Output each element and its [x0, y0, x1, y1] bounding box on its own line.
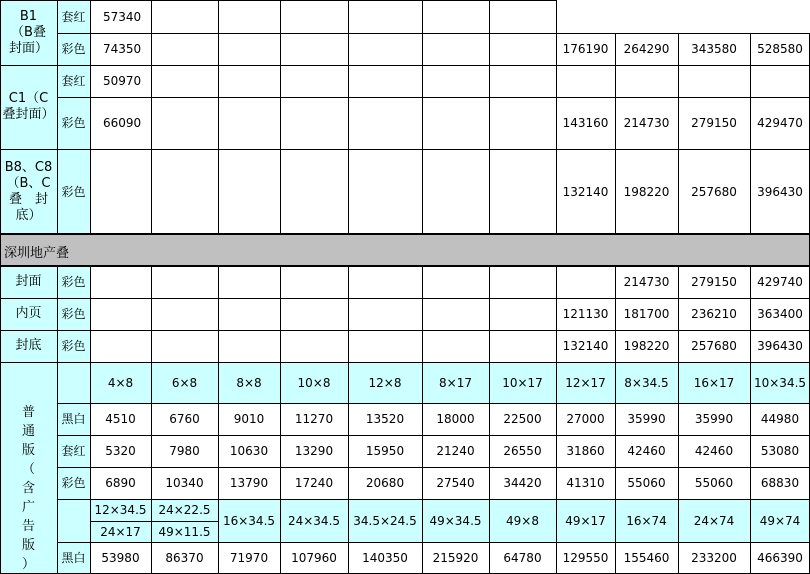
value-cell: 396430 — [757, 339, 803, 353]
type-cell: 彩色 — [61, 339, 86, 353]
value-cell: 140350 — [362, 551, 408, 565]
table-cell — [57, 330, 90, 362]
table-cell — [750, 542, 810, 574]
size-cell: 49×11.5 — [158, 524, 211, 539]
grid-line — [90, 0, 91, 233]
value-cell: 363400 — [757, 307, 803, 321]
table-cell — [0, 298, 57, 330]
value-cell: 233200 — [691, 551, 737, 565]
size-cell: 6×8 — [171, 376, 198, 390]
table-cell — [90, 403, 151, 435]
value-cell: 27540 — [436, 476, 475, 490]
grid-line — [556, 266, 557, 574]
grid-line — [90, 521, 218, 522]
table-cell — [280, 499, 348, 542]
table-cell — [57, 467, 90, 499]
table-row — [0, 467, 810, 499]
value-cell: 11270 — [294, 412, 334, 426]
label-line: （ — [21, 462, 35, 477]
grid-line — [0, 0, 556, 1]
type-cell: 彩色 — [61, 184, 86, 199]
table-cell — [280, 542, 348, 574]
label-line: 版 — [21, 538, 35, 553]
grid-line — [0, 362, 810, 363]
value-cell: 10630 — [229, 444, 269, 458]
table-cell — [678, 542, 750, 574]
value-cell: 31860 — [566, 444, 605, 458]
value-cell: 71970 — [229, 551, 269, 565]
grid-line — [348, 0, 349, 233]
size-cell: 12×17 — [565, 376, 606, 390]
table-cell — [348, 467, 422, 499]
table-cell — [750, 266, 810, 298]
value-cell: 27000 — [566, 412, 605, 426]
value-cell: 20680 — [365, 476, 405, 490]
value-cell: 22500 — [503, 412, 542, 426]
type-cell: 彩色 — [61, 42, 86, 56]
table-cell — [57, 0, 90, 33]
table-cell — [615, 266, 678, 298]
size-cell: 16×74 — [626, 513, 667, 528]
table-cell — [90, 435, 151, 467]
table-cell — [57, 33, 90, 65]
value-cell: 13790 — [229, 476, 269, 490]
size-cell: 8×17 — [439, 376, 472, 390]
table-cell — [280, 435, 348, 467]
value-cell: 57340 — [103, 9, 142, 24]
grid-line — [750, 266, 751, 574]
value-cell: 41310 — [566, 476, 605, 490]
table-cell — [90, 65, 151, 97]
table-cell — [57, 542, 90, 574]
value-cell: 214730 — [623, 116, 670, 130]
grid-line — [0, 265, 810, 267]
table-cell — [151, 467, 218, 499]
table-cell — [750, 149, 810, 234]
value-cell: 15950 — [365, 444, 405, 458]
grid-line — [556, 0, 557, 233]
grid-line — [151, 266, 152, 574]
value-cell: 279150 — [691, 275, 737, 289]
size-cell: 16×17 — [693, 376, 735, 390]
table-row — [0, 149, 810, 234]
value-cell: 528580 — [757, 42, 803, 56]
label-line: 叠 封 — [8, 191, 48, 207]
label-line: B8、C8 — [4, 159, 53, 175]
label-line: 普 — [21, 405, 35, 420]
value-cell: 34420 — [503, 476, 542, 490]
table-cell — [90, 363, 151, 403]
grid-line — [57, 33, 810, 34]
group-label-b1 — [0, 0, 57, 65]
table-cell — [90, 33, 151, 65]
value-cell: 10340 — [165, 476, 204, 490]
table-cell — [750, 363, 810, 403]
type-cell: 彩色 — [61, 116, 86, 130]
table-cell — [615, 499, 678, 542]
table-cell — [90, 499, 151, 521]
table-cell — [615, 330, 678, 362]
table-cell — [218, 435, 280, 467]
table-cell — [422, 403, 489, 435]
grid-line — [57, 266, 58, 574]
grid-line — [489, 0, 490, 233]
table-cell — [615, 97, 678, 149]
table-cell — [90, 521, 151, 542]
table-cell — [678, 149, 750, 234]
value-cell: 396430 — [757, 184, 803, 199]
value-cell: 155460 — [623, 551, 670, 565]
value-cell: 55060 — [627, 476, 666, 490]
table-cell — [750, 403, 810, 435]
value-cell: 13520 — [365, 412, 405, 426]
value-cell: 6760 — [169, 412, 200, 426]
section-header — [0, 235, 810, 265]
value-cell: 9010 — [233, 412, 265, 426]
table-row — [0, 298, 810, 330]
table-row — [0, 97, 810, 149]
table-row — [0, 542, 810, 574]
label-line: 叠封面） — [2, 107, 55, 122]
table-cell — [57, 403, 90, 435]
table-cell — [151, 363, 218, 403]
table-cell — [489, 467, 556, 499]
grid-line — [57, 97, 810, 98]
grid-line — [678, 266, 679, 574]
label-line: 版 — [21, 443, 35, 458]
table-cell — [678, 33, 750, 65]
group-label-b8 — [0, 149, 57, 234]
value-cell: 236210 — [691, 307, 737, 321]
grid-line — [151, 0, 152, 233]
label-line: 封面） — [8, 40, 48, 56]
value-cell: 86370 — [165, 551, 204, 565]
value-cell: 257680 — [691, 339, 737, 353]
value-cell: 5320 — [105, 444, 136, 458]
value-cell: 50970 — [103, 74, 142, 88]
value-cell: 198220 — [623, 184, 670, 199]
value-cell: 215920 — [432, 551, 479, 565]
size-cell: 34.5×24.5 — [353, 513, 417, 528]
table-cell — [0, 330, 57, 362]
table-cell — [151, 542, 218, 574]
table-cell — [489, 435, 556, 467]
value-cell: 466390 — [757, 551, 803, 565]
row-label: 封底 — [15, 338, 42, 353]
grid-line — [57, 467, 810, 468]
table-cell — [678, 266, 750, 298]
grid-line — [615, 266, 616, 574]
table-cell — [218, 467, 280, 499]
label-line: （B叠 — [11, 24, 46, 40]
label-line: 告 — [21, 519, 35, 534]
row-label: 内页 — [15, 306, 42, 321]
table-cell — [615, 542, 678, 574]
table-cell — [90, 467, 151, 499]
label-line: （B、C — [6, 175, 51, 191]
value-cell: 176190 — [562, 42, 609, 56]
table-cell — [348, 363, 422, 403]
table-cell — [57, 65, 90, 97]
value-cell: 198220 — [623, 339, 670, 353]
table-cell — [750, 33, 810, 65]
row-label: 封面 — [15, 274, 42, 289]
table-cell — [422, 467, 489, 499]
table-cell — [489, 499, 556, 542]
table-cell — [615, 298, 678, 330]
size-cell: 12×8 — [368, 376, 402, 390]
label-line: 广 — [21, 500, 35, 515]
value-cell: 53980 — [101, 551, 140, 565]
size-cell: 8×34.5 — [624, 376, 669, 390]
label-line: 底） — [15, 207, 42, 223]
size-cell: 24×34.5 — [287, 513, 341, 528]
table-cell — [750, 97, 810, 149]
value-cell: 35990 — [694, 412, 734, 426]
table-cell — [556, 330, 615, 362]
grid-line — [57, 435, 810, 436]
grid-line — [57, 499, 810, 500]
table-cell — [90, 542, 151, 574]
value-cell: 343580 — [691, 42, 737, 56]
value-cell: 18000 — [436, 412, 475, 426]
table-cell — [90, 0, 151, 33]
table-cell — [57, 298, 90, 330]
grid-line — [57, 0, 58, 233]
size-cell: 24×74 — [693, 513, 735, 528]
table-cell — [57, 266, 90, 298]
label-line: 通 — [21, 424, 35, 439]
value-cell: 21240 — [436, 444, 475, 458]
size-header-row — [0, 363, 810, 403]
value-cell: 264290 — [623, 42, 670, 56]
table-cell — [422, 499, 489, 542]
value-cell: 4510 — [105, 412, 136, 426]
type-cell: 彩色 — [61, 275, 86, 289]
grid-line — [0, 149, 810, 150]
table-cell — [750, 499, 810, 542]
table-cell — [678, 298, 750, 330]
value-cell: 66090 — [103, 116, 142, 130]
value-cell: 44980 — [760, 412, 800, 426]
grid-line — [750, 33, 751, 233]
value-cell: 26550 — [503, 444, 542, 458]
label-line: 含 — [21, 481, 35, 496]
table-cell — [348, 542, 422, 574]
table-cell — [57, 435, 90, 467]
table-row — [0, 330, 810, 362]
table-cell — [678, 330, 750, 362]
value-cell: 132140 — [562, 339, 609, 353]
table-cell — [556, 499, 615, 542]
value-cell: 181700 — [623, 307, 670, 321]
table-cell — [348, 499, 422, 542]
value-cell: 132140 — [562, 184, 609, 199]
table-cell — [556, 467, 615, 499]
table-cell — [556, 363, 615, 403]
grid-line — [280, 266, 281, 574]
value-cell: 55060 — [694, 476, 734, 490]
table-cell — [556, 435, 615, 467]
value-cell: 6890 — [105, 476, 136, 490]
table-cell — [615, 33, 678, 65]
table-cell — [615, 403, 678, 435]
section-title: 深圳地产叠 — [4, 246, 70, 261]
value-cell: 53080 — [760, 444, 800, 458]
value-cell: 257680 — [691, 184, 737, 199]
table-cell — [0, 266, 57, 298]
table-cell — [678, 499, 750, 542]
value-cell: 214730 — [623, 275, 670, 289]
grid-line — [218, 0, 219, 233]
table-row — [0, 0, 810, 33]
grid-line — [0, 65, 810, 66]
table-cell — [422, 363, 489, 403]
value-cell: 42460 — [627, 444, 666, 458]
value-cell: 68830 — [760, 476, 800, 490]
table-cell — [750, 330, 810, 362]
size-cell: 10×34.5 — [753, 376, 807, 390]
value-cell: 107960 — [291, 551, 337, 565]
grid-line — [57, 403, 810, 404]
grid-line — [0, 298, 810, 299]
table-cell — [750, 467, 810, 499]
grid-line — [489, 266, 490, 574]
size-cell: 49×74 — [759, 513, 801, 528]
table-row — [0, 65, 810, 97]
value-cell: 129550 — [562, 551, 609, 565]
label-line: B1 — [19, 8, 38, 24]
table-cell — [556, 298, 615, 330]
value-cell: 429470 — [757, 116, 803, 130]
value-cell: 121130 — [562, 307, 609, 321]
size-cell: 49×17 — [565, 513, 606, 528]
table-cell — [218, 542, 280, 574]
type-cell: 黑白 — [61, 412, 86, 426]
table-cell — [348, 435, 422, 467]
size-cell: 49×34.5 — [429, 513, 482, 528]
table-row — [0, 403, 810, 435]
table-cell — [556, 33, 615, 65]
label-line: C1（C — [8, 91, 49, 106]
grid-line — [90, 266, 91, 574]
value-cell: 74350 — [103, 42, 142, 56]
table-row — [0, 33, 810, 65]
value-cell: 42460 — [694, 444, 734, 458]
table-cell — [678, 403, 750, 435]
table-cell — [151, 521, 218, 542]
value-cell: 143160 — [562, 116, 609, 130]
table-cell — [489, 403, 556, 435]
type-cell: 套红 — [61, 9, 86, 24]
grid-line — [57, 542, 810, 543]
table-cell — [218, 499, 280, 542]
type-cell: 套红 — [61, 74, 86, 88]
table-cell — [151, 435, 218, 467]
table-cell — [556, 403, 615, 435]
size-cell: 4×8 — [107, 376, 134, 390]
table-cell — [750, 298, 810, 330]
grid-line — [422, 266, 423, 574]
type-cell: 彩色 — [61, 307, 86, 321]
size-cell: 49×8 — [506, 513, 539, 528]
grid-line — [218, 266, 219, 574]
table-cell — [151, 499, 218, 521]
value-cell: 7980 — [169, 444, 200, 458]
value-cell: 429740 — [757, 275, 803, 289]
grid-line — [348, 266, 349, 574]
grid-line — [0, 0, 1, 574]
table-cell — [90, 97, 151, 149]
table-cell — [218, 403, 280, 435]
label-line: ） — [21, 557, 35, 572]
table-cell — [615, 363, 678, 403]
size-cell: 24×22.5 — [158, 503, 211, 517]
table-cell — [422, 542, 489, 574]
type-cell: 套红 — [61, 444, 86, 458]
table-cell — [280, 363, 348, 403]
grid-line — [422, 0, 423, 233]
table-row — [0, 266, 810, 298]
table-cell — [489, 363, 556, 403]
table-cell — [678, 467, 750, 499]
table-cell — [678, 435, 750, 467]
table-cell — [57, 97, 90, 149]
size-cell: 8×8 — [236, 376, 262, 390]
table-cell — [348, 403, 422, 435]
table-cell — [615, 435, 678, 467]
value-cell: 13290 — [294, 444, 334, 458]
value-cell: 279150 — [691, 116, 737, 130]
table-cell — [615, 467, 678, 499]
value-cell: 35990 — [627, 412, 666, 426]
group-label-c1 — [0, 65, 57, 149]
size-cell: 24×17 — [100, 524, 141, 539]
table-cell — [280, 467, 348, 499]
size-cell: 16×34.5 — [222, 513, 276, 528]
table-cell — [750, 435, 810, 467]
type-cell: 黑白 — [61, 551, 86, 565]
table-cell — [556, 149, 615, 234]
table-cell — [678, 97, 750, 149]
size-cell: 12×34.5 — [94, 503, 147, 517]
table-cell — [422, 435, 489, 467]
table-cell — [489, 542, 556, 574]
table-cell — [678, 363, 750, 403]
table-cell — [280, 403, 348, 435]
size-cell: 10×17 — [502, 376, 543, 390]
table-cell — [218, 363, 280, 403]
grid-line — [0, 233, 810, 235]
value-cell: 17240 — [294, 476, 334, 490]
table-cell — [556, 542, 615, 574]
size-cell: 10×8 — [297, 376, 331, 390]
grid-line — [280, 0, 281, 233]
table-cell — [151, 403, 218, 435]
table-row — [0, 435, 810, 467]
table-cell — [615, 149, 678, 234]
grid-line — [615, 33, 616, 233]
table-cell — [556, 97, 615, 149]
type-cell: 彩色 — [61, 476, 86, 490]
grid-line — [678, 33, 679, 233]
table-cell — [57, 149, 90, 234]
value-cell: 64780 — [503, 551, 542, 565]
grid-line — [0, 330, 810, 331]
